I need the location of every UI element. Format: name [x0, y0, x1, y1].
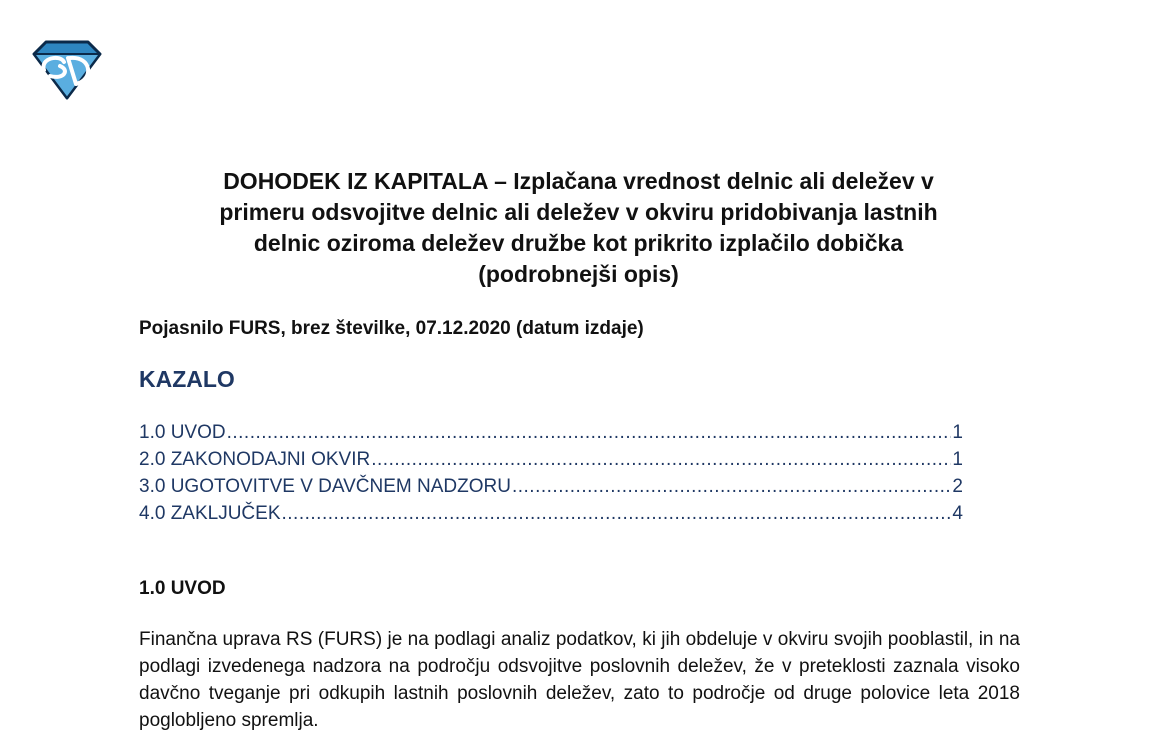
- toc-page-number[interactable]: 1: [952, 449, 963, 470]
- toc-entry-label[interactable]: 4.0 ZAKLJUČEK: [139, 503, 281, 524]
- toc-entry[interactable]: [139, 449, 963, 476]
- document-title: [120, 166, 1037, 290]
- title-line: primeru odsvojitve delnic ali deležev v okviru pridobivanja lastnih: [219, 199, 938, 225]
- toc-dot-leader: [227, 422, 952, 444]
- title-line: delnic oziroma deležev družbe kot prikrito izplačilo dobička: [253, 230, 904, 256]
- toc-entry-label[interactable]: 2.0 ZAKONODAJNI OKVIR: [139, 449, 371, 470]
- toc-entry-label[interactable]: 1.0 UVOD: [139, 422, 226, 443]
- table-of-contents: [139, 422, 963, 530]
- toc-heading: KAZALO: [139, 366, 235, 392]
- intro-paragraph: Finančna uprava RS (FURS) je na podlagi analiz podatkov, ki jih obdeluje v okviru svojih pooblastil, in na podlagi izvedenega nadzora na področju odsvojitve poslovnih deležev, že v preteklosti zaznala visoko davčno tveganje pri odkupih lastnih poslovnih deležev, zato to področje od druge polovice leta 2018 poglobljeno spremlja.: [139, 629, 1020, 731]
- sd-diamond-logo: [30, 40, 104, 100]
- toc-page-number[interactable]: 2: [952, 476, 963, 497]
- toc-entry[interactable]: [139, 422, 963, 449]
- toc-dot-leader: [371, 449, 951, 471]
- toc-entry[interactable]: [139, 476, 963, 503]
- toc-entry-label[interactable]: 3.0 UGOTOVITVE V DAVČNEM NADZORU: [139, 476, 511, 497]
- section-heading-uvod: 1.0 UVOD: [139, 578, 226, 599]
- toc-dot-leader: [512, 476, 951, 498]
- toc-entry[interactable]: [139, 503, 963, 530]
- toc-dot-leader: [282, 503, 952, 525]
- toc-page-number[interactable]: 4: [952, 503, 963, 524]
- title-line: DOHODEK IZ KAPITALA – Izplačana vrednost delnic ali deležev v: [223, 168, 934, 194]
- title-line: (podrobnejši opis): [478, 261, 679, 287]
- document-subtitle: Pojasnilo FURS, brez številke, 07.12.2020 (datum izdaje): [139, 318, 644, 339]
- toc-page-number[interactable]: 1: [952, 422, 963, 443]
